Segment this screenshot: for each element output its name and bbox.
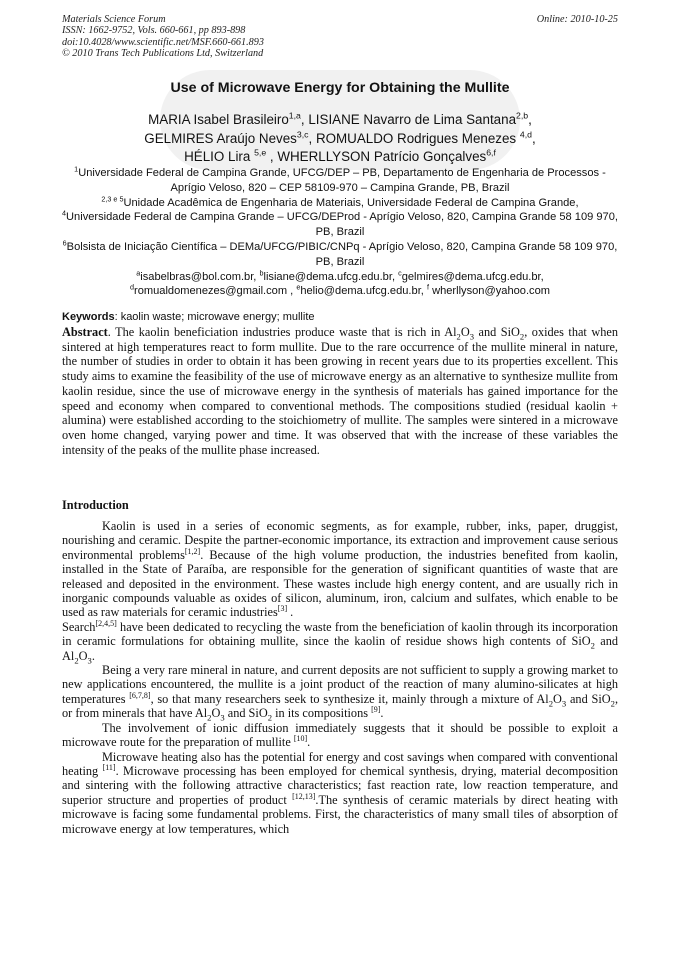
paragraph-text: .: [287, 605, 294, 620]
paragraph-text: Search: [62, 619, 96, 634]
online-date: Online: 2010-10-25: [536, 14, 618, 25]
affiliation-1: Universidade Federal de Campina Grande, UFCG/DEP – PB, Departamento de Engenharia de Processos - Aprígio Veloso, 820 – CEP 58109-970 – Campina Grande, PB, Brazil: [78, 167, 606, 194]
subscript: 2: [519, 331, 525, 342]
affiliation-sup: 1: [74, 164, 79, 174]
paragraph-text: Microwave heating also has the potential for energy and cost savings when compared with conventional heating: [62, 749, 618, 778]
email-link[interactable]: romualdomenezes@gmail.com: [134, 285, 288, 298]
citation: [9]: [371, 705, 381, 715]
subscript: 3: [220, 712, 225, 723]
subscript: 2: [590, 640, 595, 651]
paragraph: [62, 721, 618, 750]
journal-issn: ISSN: 1662-9752, Vols. 660-661, pp 893-898: [62, 25, 246, 37]
email-line-2: $^d$romualdomenezes@gmail.com , $^e$helio@dema.ufcg.edu.br, $^f$ wherllyson@yahoo.com: [129, 282, 550, 298]
paper-title: Use of Microwave Energy for Obtaining the Mullite: [170, 80, 510, 96]
abstract-text: O: [460, 325, 470, 339]
affiliation-4: Universidade Federal de Campina Grande – UFCG/DEProd - Aprígio Veloso, 820, Campina Grande 58 109 970, PB, Brazil: [66, 211, 618, 239]
email-sup: c: [398, 267, 402, 277]
author-sup: 4,d: [519, 129, 532, 140]
paragraph-text: and SiO: [566, 691, 611, 706]
keywords: [62, 311, 618, 324]
abstract-text: and SiO: [474, 325, 520, 339]
author-sup: 2,b: [516, 110, 529, 121]
paragraph: [62, 618, 618, 666]
citation: [1,2]: [184, 546, 201, 556]
author-name: HÉLIO Lira: [184, 149, 251, 165]
citation: [12,13]: [292, 791, 316, 801]
citation: [10]: [293, 734, 308, 743]
email-sup: f: [426, 282, 429, 292]
citation: [11]: [102, 762, 116, 772]
email-link[interactable]: gelmires@dema.ufcg.edu.br: [401, 270, 541, 283]
author-name: MARIA Isabel Brasileiro: [148, 112, 289, 127]
affiliation-sup: 4: [62, 208, 67, 218]
keywords-label: Keywords: [62, 311, 115, 323]
email-link[interactable]: wherllyson@yahoo.com: [432, 285, 550, 298]
abstract-text: . The kaolin beneficiation industries produce waste that is rich in Al: [107, 325, 457, 339]
journal-name: Materials Science Forum: [62, 14, 166, 25]
affiliation-6: Bolsista de Iniciação Científica – DEMa/UFCG/PIBIC/CNPq - Aprígio Veloso, 820, Campina Grande 58 109 970, PB, Brazil: [66, 240, 618, 268]
abstract: [62, 325, 618, 457]
author-sup: 5,e: [254, 147, 267, 158]
paragraph: [62, 663, 618, 721]
author-name: ROMUALDO Rodrigues Menezes: [315, 130, 517, 146]
author-sup: 6,f: [486, 147, 496, 158]
paragraph-text: and SiO: [224, 706, 268, 721]
paragraph: [62, 519, 618, 620]
email-link[interactable]: helio@dema.ufcg.edu.br: [300, 285, 421, 298]
subscript: 2: [207, 712, 212, 723]
email-sup: a: [136, 267, 141, 277]
paragraph-text: Being a very rare mineral in nature, and current deposits are not sufficient to supply a growing market to new applications encountered, the mullite is a joint product of the reaction of many alumino-silicates at high temperatures: [62, 663, 618, 706]
paragraph-text: Kaolin is used in a series of economic segments, as for example, rubber, inks, paper, druggist, nourishing and ceramic. Despite the partner-economic importance, its extraction and improvement cause serious environmental problems: [62, 519, 618, 562]
email-sup: b: [259, 267, 264, 277]
author-sup: 3,c: [296, 129, 309, 140]
subscript: 3: [87, 655, 92, 666]
email-link[interactable]: isabelbras@bol.com.br: [140, 270, 254, 283]
subscript: 3: [561, 698, 567, 709]
section-heading-introduction: Introduction: [62, 498, 129, 512]
email-sup: d: [129, 282, 134, 292]
subscript: 2: [74, 655, 79, 666]
author-list: MARIA Isabel Brasileiro$^{1,a}$, LISIANE Navarro de Lima Santana$^{2,b}$, GELMIRES Araújo Neves$^{3,c}$, ROMUALDO Rodrigues Menezes $^{4,d}$, HÉLIO Lira $^{5,e}$ , WHERLLYSON Patrício Gonçalves$^{6,f}$: [144, 110, 536, 165]
journal-header: [62, 14, 618, 60]
paragraph: [62, 750, 618, 836]
subscript: 2: [456, 331, 461, 342]
email-line-1: $^a$isabelbras@bol.com.br, $^b$lisiane@dema.ufcg.edu.br, $^c$gelmires@dema.ufcg.edu.br,: [136, 267, 544, 283]
journal-doi: doi:10.4028/www.scientific.net/MSF.660-661.893: [62, 36, 264, 48]
paragraph-text: have been dedicated to recycling the waste from the beneficiation of kaolin through its incorporation in ceramic formulations for obtaining mullite, since the kaolin of residue shows high contents of SiO: [62, 619, 618, 649]
paragraph-text: O: [78, 648, 88, 663]
paragraph-text: . Because of the high volume production, the industries benefited from kaolin, installed in the State of Paraíba, are responsible for the generation of significant quantities of waste that are released and deposited in the environment. These wastes include high energy content, and are usually rich in inorganic compounds valuable as oxides of silicon, aluminum, iron, calcium and sulfates, which enable to be used as raw materials for ceramic industries: [62, 547, 618, 620]
journal-copyright: © 2010 Trans Tech Publications Ltd, Switzerland: [62, 48, 264, 60]
author-name: GELMIRES Araújo Neves: [144, 130, 297, 146]
affiliation-sup: 2,3 e 5: [101, 193, 124, 203]
affiliation-2: Unidade Acadêmica de Engenharia de Materiais, Universidade Federal de Campina Grande,: [123, 196, 579, 209]
subscript: 2: [267, 712, 273, 723]
email-link[interactable]: lisiane@dema.ufcg.edu.br: [263, 270, 392, 283]
introduction-body: [62, 519, 618, 836]
paragraph-text: , or from minerals that have Al: [62, 691, 619, 721]
paragraph-text: .: [307, 735, 311, 750]
author-name: LISIANE Navarro de Lima Santana: [308, 112, 517, 127]
abstract-text: , oxides that when sintered at high temperatures react to form mullite. Due to the rare occurrence of the mullite mineral in nature, the number of studies in order to obtain it has been growing in recent years due to its properties excellent. This study aims to examine the feasibility of the use of microwave energy as an alternative to synthesize mullite from kaolin residue, since the use of microwave energy in the synthesis of materials has gained importance for the speed and economy when compared to conventional methods. The compositions studied (residual kaolin + alumina) were established according to the stoichiometry of mullite. The samples were sintered in a microwave oven home changed, varying power and time. It was observed that with the increase of these variables the intensity of the peaks of the mullite phase increased.: [62, 325, 618, 457]
citation: [2,4,5]: [95, 618, 117, 628]
paragraph-text: .: [91, 648, 95, 663]
subscript: 2: [548, 698, 554, 709]
paragraph-text: . Microwave processing has been employed for chemical synthesis, drying, material decomposition and sintering with the following attractive characteristics; fast reaction rate, low reaction temperature, and superior structure and properties of product: [62, 763, 618, 807]
author-sup: 1,a: [288, 110, 301, 121]
keywords-text: : kaolin waste; microwave energy; mullite: [114, 311, 315, 323]
author-name: WHERLLYSON Patrício Gonçalves: [277, 149, 487, 165]
paragraph-text: and Al: [62, 634, 618, 663]
paragraph-text: .The synthesis of ceramic materials by direct heating with microwave is facing some fundamental problems. First, the characteristics of many small tiles of absorption of microwave energy at low temperatures, which: [62, 792, 618, 836]
paragraph-text: , so that many researchers seek to synthesize it, mainly through a mixture of Al: [150, 691, 549, 706]
citation: [6,7,8]: [129, 690, 151, 700]
paragraph-text: .: [380, 706, 384, 721]
subscript: 3: [469, 331, 475, 342]
abstract-label: Abstract: [62, 325, 108, 339]
subscript: 2: [610, 698, 615, 709]
affiliation-sup: 6: [62, 238, 67, 248]
paragraph-text: O: [553, 691, 562, 706]
paragraph-text: O: [211, 706, 221, 721]
affiliation-list: [62, 166, 618, 299]
citation: [3]: [277, 604, 288, 614]
paragraph-text: in its compositions: [272, 706, 372, 721]
paragraph-text: The involvement of ionic diffusion immediately suggests that it should be possible to exploit a microwave route for the preparation of mullite: [62, 720, 618, 750]
email-sup: e: [296, 282, 301, 292]
